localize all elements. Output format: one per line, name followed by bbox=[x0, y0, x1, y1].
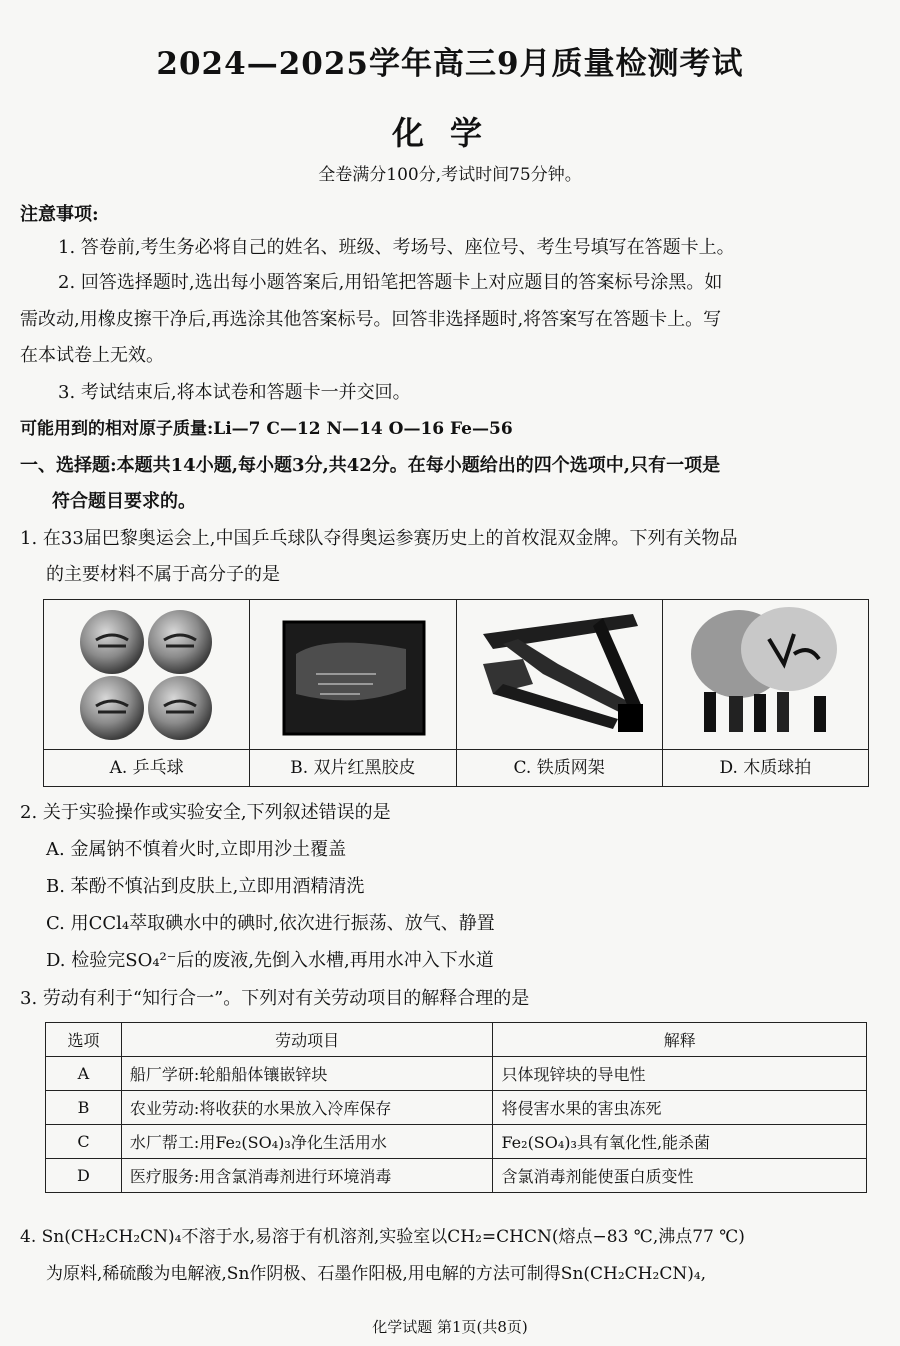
notes-heading: 注意事项: bbox=[20, 204, 99, 225]
q1-option-a-cell bbox=[44, 600, 250, 786]
q1-stem-cont: 的主要材料不属于高分子的是 bbox=[46, 564, 280, 585]
q4-stem-cont: 为原料,稀硫酸为电解液,Sn作阴极、石墨作阳极,用电解的方法可制得Sn(CH₂CH₂CN)₄, bbox=[46, 1264, 707, 1284]
q1-option-c-cell bbox=[457, 600, 663, 786]
note-2a: 2. 回答选择题时,选出每小题答案后,用铅笔把答题卡上对应题目的答案标号涂黑。如 bbox=[58, 272, 723, 293]
q3-row-c-project: 水厂帮工:用Fe₂(SO₄)₃净化生活用水 bbox=[121, 1125, 493, 1159]
q1-option-c-label: C. 铁质网架 bbox=[457, 749, 662, 786]
table-row bbox=[46, 1057, 867, 1091]
q3-table-header bbox=[46, 1023, 867, 1057]
q3-row-a-project: 船厂学研:轮船船体镶嵌锌块 bbox=[121, 1057, 493, 1091]
q3-header-explanation: 解释 bbox=[493, 1023, 867, 1057]
q1-figure-table bbox=[43, 599, 869, 787]
q3-row-d-project: 医疗服务:用含氯消毒剂进行环境消毒 bbox=[121, 1159, 493, 1193]
q3-row-c-explanation: Fe₂(SO₄)₃具有氧化性,能杀菌 bbox=[493, 1125, 867, 1159]
q3-row-b-option: B bbox=[46, 1091, 122, 1125]
table-row bbox=[46, 1125, 867, 1159]
full-score-note: 全卷满分100分,考试时间75分钟。 bbox=[318, 165, 582, 185]
subject-title: 化学 bbox=[391, 114, 508, 152]
q1-stem: 1. 在33届巴黎奥运会上,中国乒乓球队夺得奥运参赛历史上的首枚混双金牌。下列有关物品 bbox=[20, 528, 738, 549]
q3-table bbox=[45, 1022, 867, 1193]
q2-option-c: C. 用CCl₄萃取碘水中的碘时,依次进行振荡、放气、静置 bbox=[46, 913, 495, 934]
table-row bbox=[46, 1159, 867, 1193]
q3-row-d-explanation: 含氯消毒剂能使蛋白质变性 bbox=[493, 1159, 867, 1193]
exam-title: 2024—2025学年高三9月质量检测考试 bbox=[156, 46, 744, 82]
rubber-sheet-photo bbox=[256, 604, 446, 744]
table-row bbox=[46, 1091, 867, 1125]
wooden-paddles-photo bbox=[669, 604, 859, 744]
note-2c: 在本试卷上无效。 bbox=[20, 345, 164, 366]
q1-option-b-cell bbox=[250, 600, 456, 786]
q2-stem: 2. 关于实验操作或实验安全,下列叙述错误的是 bbox=[20, 802, 391, 823]
q1-option-d-label: D. 木质球拍 bbox=[663, 749, 868, 786]
note-3: 3. 考试结束后,将本试卷和答题卡一并交回。 bbox=[58, 382, 411, 403]
section-1-heading-cont: 符合题目要求的。 bbox=[52, 491, 196, 512]
q2-option-b: B. 苯酚不慎沾到皮肤上,立即用酒精清洗 bbox=[46, 876, 365, 897]
iron-net-frame-photo bbox=[463, 604, 653, 744]
ping-pong-balls-photo bbox=[50, 604, 240, 744]
q3-header-option: 选项 bbox=[46, 1023, 122, 1057]
q3-row-c-option: C bbox=[46, 1125, 122, 1159]
q3-row-a-option: A bbox=[46, 1057, 122, 1091]
q4-stem: 4. Sn(CH₂CH₂CN)₄不溶于水,易溶于有机溶剂,实验室以CH₂=CHCN(熔点−83 ℃,沸点77 ℃) bbox=[20, 1227, 745, 1247]
note-2b: 需改动,用橡皮擦干净后,再选涂其他答案标号。回答非选择题时,将答案写在答题卡上。写 bbox=[20, 309, 722, 330]
q3-stem: 3. 劳动有利于“知行合一”。下列对有关劳动项目的解释合理的是 bbox=[20, 988, 530, 1009]
note-1: 1. 答卷前,考生务必将自己的姓名、班级、考场号、座位号、考生号填写在答题卡上。 bbox=[58, 237, 735, 258]
q3-row-b-project: 农业劳动:将收获的水果放入冷库保存 bbox=[121, 1091, 493, 1125]
q3-row-d-option: D bbox=[46, 1159, 122, 1193]
q3-row-a-explanation: 只体现锌块的导电性 bbox=[493, 1057, 867, 1091]
section-1-heading: 一、选择题:本题共14小题,每小题3分,共42分。在每小题给出的四个选项中,只有一项是 bbox=[20, 455, 721, 476]
q3-row-b-explanation: 将侵害水果的害虫冻死 bbox=[493, 1091, 867, 1125]
q3-header-project: 劳动项目 bbox=[121, 1023, 493, 1057]
q2-option-d: D. 检验完SO₄²⁻后的废液,先倒入水槽,再用水冲入下水道 bbox=[46, 950, 494, 971]
q1-option-b-label: B. 双片红黑胶皮 bbox=[250, 749, 455, 786]
atomic-mass-line: 可能用到的相对原子质量:Li—7 C—12 N—14 O—16 Fe—56 bbox=[20, 419, 513, 439]
q1-option-a-label: A. 乒乓球 bbox=[44, 749, 249, 786]
q2-option-a: A. 金属钠不慎着火时,立即用沙土覆盖 bbox=[46, 839, 347, 860]
q1-option-d-cell bbox=[663, 600, 868, 786]
page-footer: 化学试题 第1页(共8页) bbox=[372, 1318, 528, 1336]
